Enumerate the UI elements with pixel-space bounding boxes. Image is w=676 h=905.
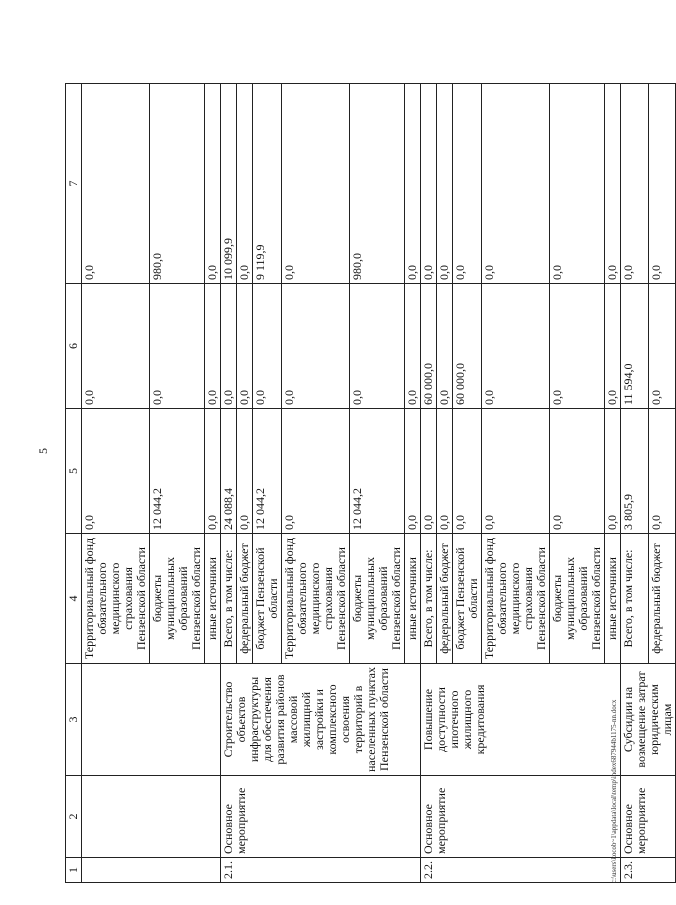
value-col6-cell: 0,0 (482, 284, 550, 409)
value-col5-cell: 0,0 (282, 409, 350, 534)
value-col6-cell: 0,0 (237, 284, 253, 409)
value-col5-cell: 0,0 (405, 409, 421, 534)
value-col7-cell: 0,0 (282, 84, 350, 284)
funding-source-cell: бюджет Пензенской области (253, 534, 282, 664)
value-col7-cell: 0,0 (621, 84, 649, 284)
funding-source-cell: Всего, в том числе: (421, 534, 437, 664)
value-col7-cell: 0,0 (648, 84, 676, 284)
value-col6-cell: 0,0 (253, 284, 282, 409)
value-col6-cell: 0,0 (350, 284, 405, 409)
value-col6-cell: 0,0 (648, 284, 676, 409)
value-col7-cell: 0,0 (550, 84, 605, 284)
value-col5-cell: 0,0 (482, 409, 550, 534)
value-col7-cell: 0,0 (453, 84, 482, 284)
header-cell: 2 (66, 776, 82, 858)
value-col5-cell: 12 044,2 (150, 409, 205, 534)
value-col5-cell: 24 088,4 (221, 409, 237, 534)
activity-name-cell: Строительство объектов инфраструктуры для обеспечения развития районов массовой жилищной застройки и комплексного освоения территорий в населенных пунктах Пензенской области (221, 664, 421, 776)
file-path-footer: c:\users\kocob~1\appdata\local\temp\index687944b1175-nn.docx (610, 699, 618, 883)
value-col7-cell: 0,0 (437, 84, 453, 284)
value-col5-cell: 0,0 (453, 409, 482, 534)
value-col6-cell: 0,0 (550, 284, 605, 409)
value-col5-cell: 12 044,2 (253, 409, 282, 534)
funding-source-cell: иные источники (405, 534, 421, 664)
value-col6-cell: 60 000,0 (453, 284, 482, 409)
value-col6-cell: 0,0 (221, 284, 237, 409)
value-col5-cell: 0,0 (437, 409, 453, 534)
row-number-cell: 2.2. (421, 858, 621, 883)
value-col7-cell: 9 119,9 (253, 84, 282, 284)
funding-source-cell: федеральный бюджет (437, 534, 453, 664)
value-col6-cell: 60 000,0 (421, 284, 437, 409)
header-row (66, 84, 82, 883)
row-number-cell (82, 858, 221, 883)
value-col7-cell: 0,0 (605, 84, 621, 284)
value-col6-cell: 0,0 (150, 284, 205, 409)
activity-type-cell: Основное мероприятие (421, 776, 621, 858)
header-cell: 1 (66, 858, 82, 883)
value-col6-cell: 0,0 (205, 284, 221, 409)
funding-source-cell: иные источники (605, 534, 621, 664)
row-number-cell: 2.3. (621, 858, 676, 883)
header-cell: 5 (66, 409, 82, 534)
funding-source-cell: федеральный бюджет (237, 534, 253, 664)
value-col7-cell: 0,0 (482, 84, 550, 284)
activity-type-cell: Основное мероприятие (621, 776, 676, 858)
value-col5-cell: 0,0 (82, 409, 150, 534)
value-col5-cell: 0,0 (237, 409, 253, 534)
funding-source-cell: Всего, в том числе: (621, 534, 649, 664)
value-col5-cell: 0,0 (421, 409, 437, 534)
table-row (621, 84, 649, 883)
header-cell: 4 (66, 534, 82, 664)
value-col6-cell: 0,0 (437, 284, 453, 409)
funding-source-cell: бюджеты муниципальных образований Пензенской области (350, 534, 405, 664)
activity-type-cell: Основное мероприятие (221, 776, 421, 858)
funding-source-cell: Территориальный фонд обязательного медицинского страхования Пензенской области (482, 534, 550, 664)
table-row (421, 84, 437, 883)
funding-source-cell: Территориальный фонд обязательного медицинского страхования Пензенской области (282, 534, 350, 664)
value-col6-cell: 0,0 (82, 284, 150, 409)
value-col7-cell: 0,0 (205, 84, 221, 284)
activity-type-cell (82, 776, 221, 858)
funding-source-cell: бюджеты муниципальных образований Пензенской области (550, 534, 605, 664)
value-col5-cell: 0,0 (205, 409, 221, 534)
activity-name-cell: Повышение доступности ипотечного жилищного кредитования (421, 664, 621, 776)
funding-source-cell: бюджеты муниципальных образований Пензенской области (150, 534, 205, 664)
value-col6-cell: 11 594,0 (621, 284, 649, 409)
value-col7-cell: 980,0 (350, 84, 405, 284)
funding-source-cell: Территориальный фонд обязательного медицинского страхования Пензенской области (82, 534, 150, 664)
value-col7-cell: 0,0 (237, 84, 253, 284)
value-col5-cell: 0,0 (648, 409, 676, 534)
header-cell: 3 (66, 664, 82, 776)
funding-source-cell: иные источники (205, 534, 221, 664)
table-row (82, 84, 150, 883)
page-number: 5 (36, 448, 50, 454)
funding-source-cell: федеральный бюджет (648, 534, 676, 664)
value-col6-cell: 0,0 (605, 284, 621, 409)
value-col5-cell: 0,0 (550, 409, 605, 534)
row-number-cell: 2.1. (221, 858, 421, 883)
table-row (221, 84, 237, 883)
value-col7-cell: 0,0 (405, 84, 421, 284)
header-cell: 7 (66, 84, 82, 284)
value-col5-cell: 0,0 (605, 409, 621, 534)
value-col6-cell: 0,0 (405, 284, 421, 409)
value-col7-cell: 0,0 (421, 84, 437, 284)
funding-source-cell: Всего, в том числе: (221, 534, 237, 664)
value-col7-cell: 10 099,9 (221, 84, 237, 284)
funding-source-cell: бюджет Пензенской области (453, 534, 482, 664)
value-col5-cell: 12 044,2 (350, 409, 405, 534)
value-col7-cell: 980,0 (150, 84, 205, 284)
value-col5-cell: 3 805,9 (621, 409, 649, 534)
activity-name-cell: Субсидии на возмещение затрат юридическим лицам (621, 664, 676, 776)
value-col6-cell: 0,0 (282, 284, 350, 409)
header-cell: 6 (66, 284, 82, 409)
value-col7-cell: 0,0 (82, 84, 150, 284)
activity-name-cell (82, 664, 221, 776)
program-funding-table (65, 83, 676, 883)
